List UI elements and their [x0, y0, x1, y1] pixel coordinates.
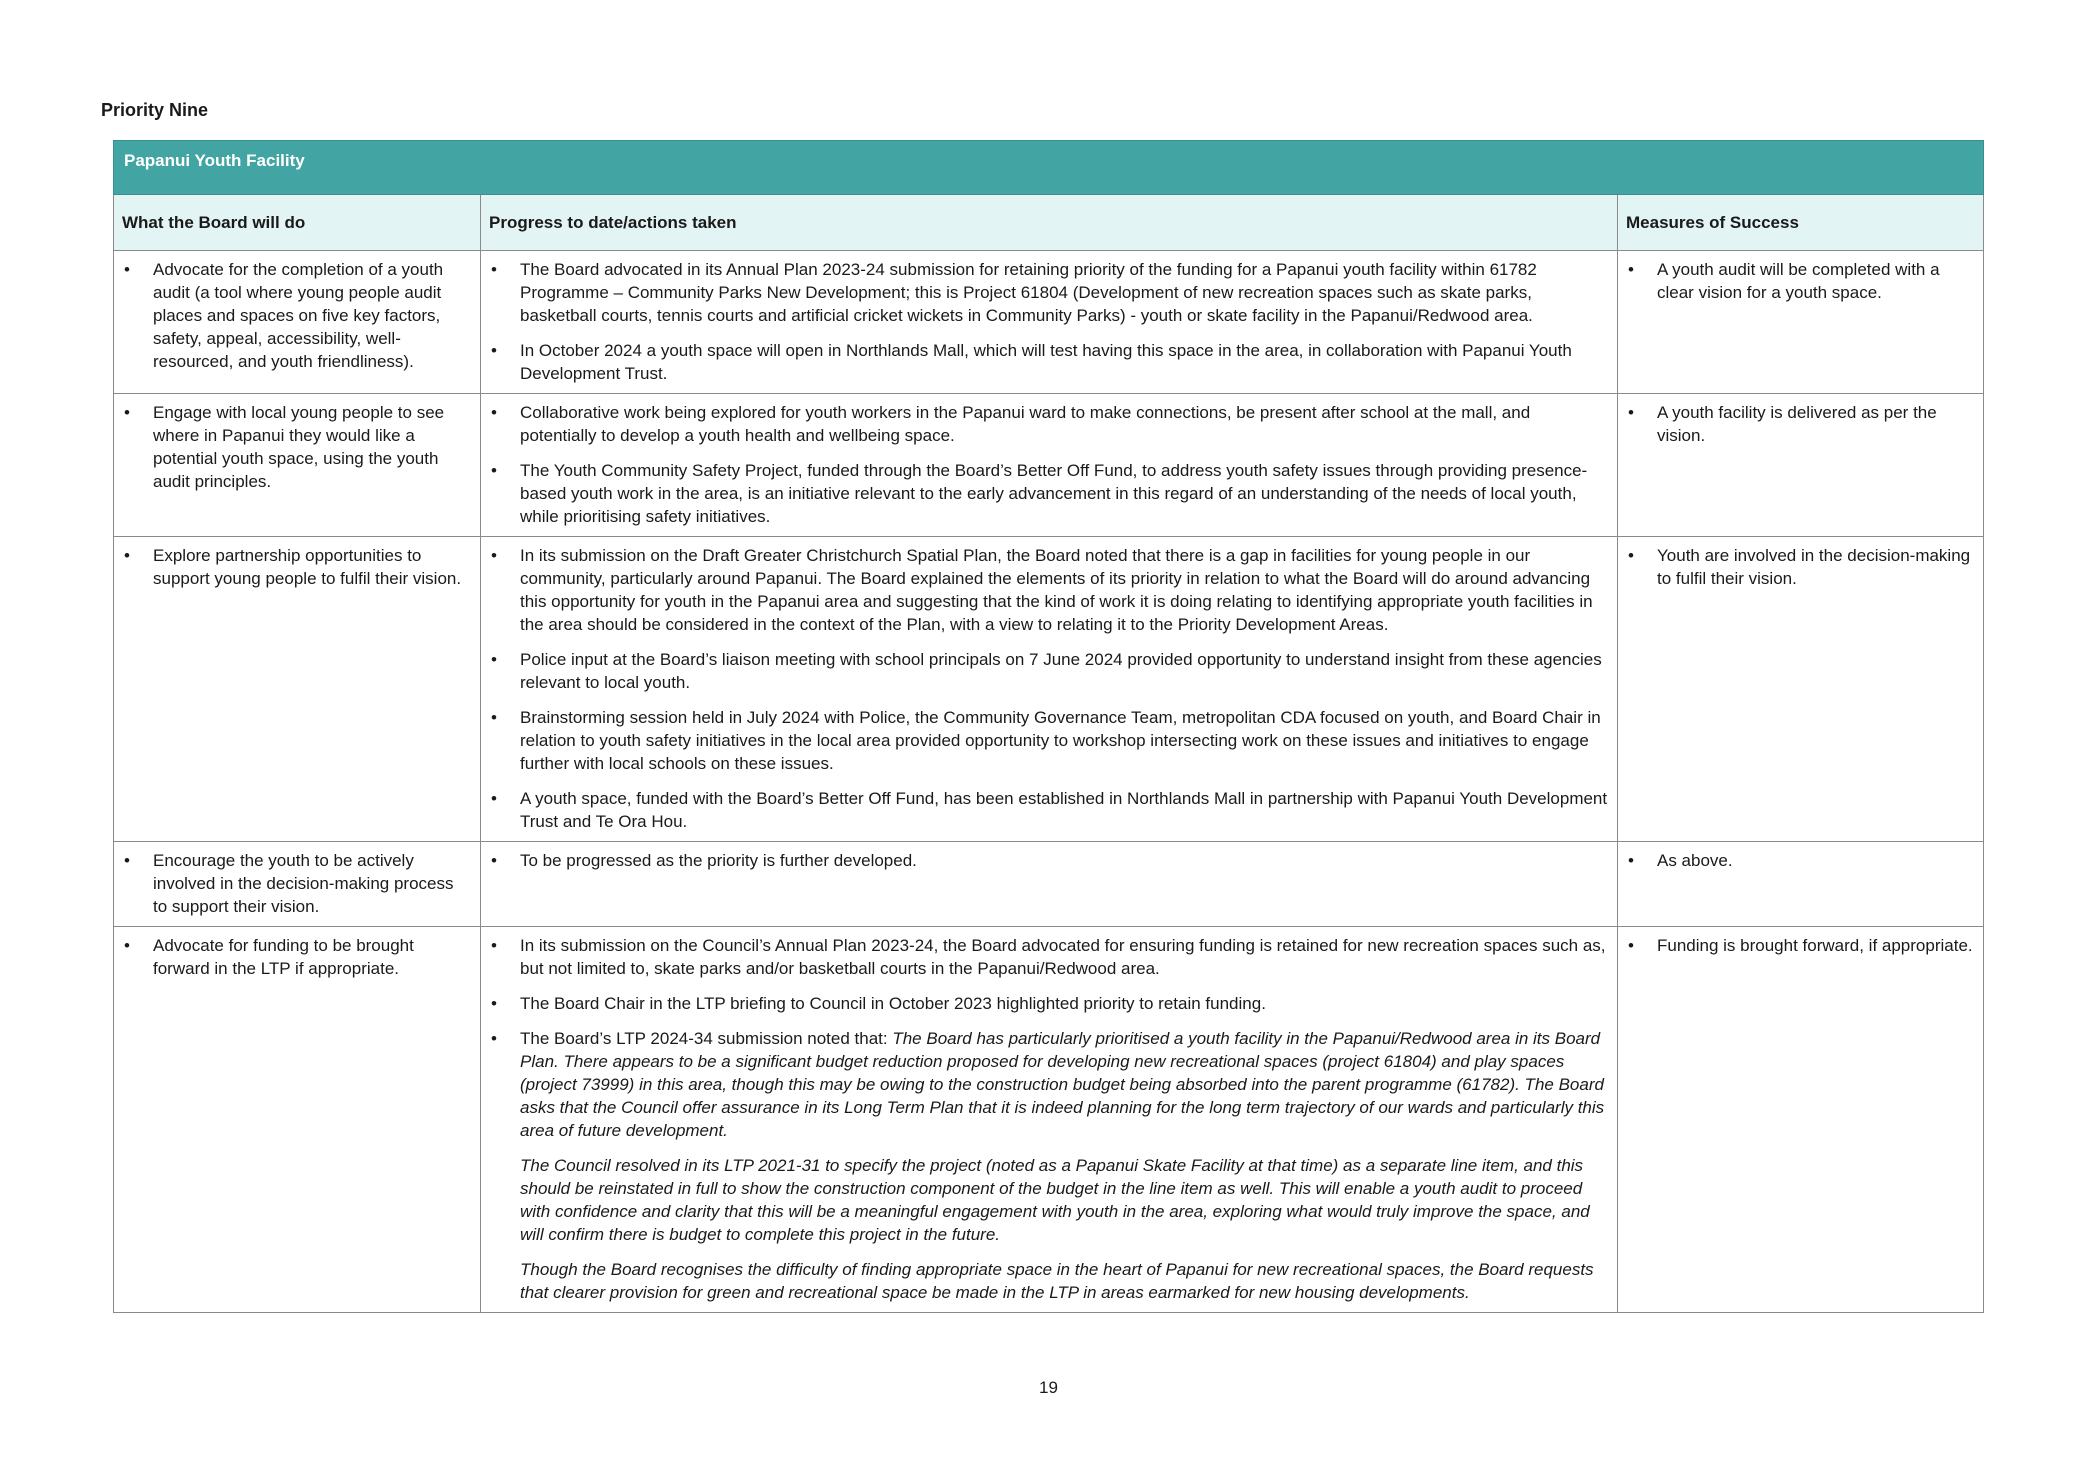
list-item-text: In its submission on the Draft Greater Christchurch Spatial Plan, the Board noted that there is a gap in facilities for young people in our community, particularly around Papanui. The Board explained the elements of its priority in relation to what the Board will do around advancing this opportunity for youth in the Papanui area and suggesting that the kind of work it is doing relating to identifying appropriate youth facilities in the area should be considered in the context of the Plan, with a view to relating it to the Priority Development Areas.	[520, 546, 1593, 634]
list-item	[489, 706, 1609, 775]
bullet-list	[1626, 401, 1975, 447]
list-item	[489, 1027, 1609, 1142]
progress-cell	[481, 251, 1618, 394]
bullet-list	[122, 401, 472, 493]
table-row	[114, 842, 1984, 927]
list-item-text: Brainstorming session held in July 2024 with Police, the Community Governance Team, metropolitan CDA focused on youth, and Board Chair in relation to youth safety initiatives in the local area provided opportunity to workshop intersecting work on these issues and initiatives to engage further with local schools on these issues.	[520, 708, 1601, 773]
list-item	[489, 544, 1609, 636]
bullet-icon: •	[124, 403, 130, 422]
bullet-list	[1626, 849, 1975, 872]
list-item-text: The Board advocated in its Annual Plan 2023-24 submission for retaining priority of the funding for a Papanui youth facility within 61782 Programme – Community Parks New Development; this is Project 61804 (Development of new recreation spaces such as skate parks, basketball courts, tennis courts and artificial cricket wickets in Community Parks) - youth or skate facility in the Papanui/Redwood area.	[520, 260, 1537, 325]
list-item	[489, 258, 1609, 327]
ltp-lead-text: The Board’s LTP 2024-34 submission noted that:	[520, 1029, 893, 1048]
list-item	[122, 544, 472, 590]
bullet-icon: •	[491, 546, 497, 565]
what-cell	[114, 842, 481, 927]
list-item	[489, 849, 1609, 872]
list-item-text: To be progressed as the priority is further developed.	[520, 851, 917, 870]
bullet-icon: •	[124, 546, 130, 565]
bullet-icon: •	[1628, 403, 1634, 422]
list-item-text: Youth are involved in the decision-making to fulfil their vision.	[1657, 546, 1971, 588]
table-row	[114, 394, 1984, 537]
list-item-text: Advocate for funding to be brought forward in the LTP if appropriate.	[153, 936, 414, 978]
list-item	[122, 934, 472, 980]
list-item-text: In its submission on the Council’s Annual Plan 2023-24, the Board advocated for ensuring funding is retained for new recreation spaces such as, but not limited to, skate parks and/or basketball courts in the Papanui/Redwood area.	[520, 936, 1606, 978]
ltp-quote-paragraph: Though the Board recognises the difficulty of finding appropriate space in the heart of Papanui for new recreational spaces, the Board requests that clearer provision for green and recreational space be made in the LTP in areas earmarked for new housing developments.	[520, 1260, 1594, 1302]
column-header-progress: Progress to date/actions taken	[481, 195, 1618, 251]
list-item-text: Collaborative work being explored for youth workers in the Papanui ward to make connections, be present after school at the mall, and potentially to develop a youth health and wellbeing space.	[520, 403, 1531, 445]
bullet-list	[489, 544, 1609, 833]
progress-cell	[481, 394, 1618, 537]
bullet-icon: •	[491, 650, 497, 669]
bullet-list	[122, 934, 472, 980]
header-row	[114, 195, 1984, 251]
progress-cell	[481, 537, 1618, 842]
list-item-text: Engage with local young people to see where in Papanui they would like a potential youth space, using the youth audit principles.	[153, 403, 445, 491]
list-item	[1626, 258, 1975, 304]
bullet-icon: •	[1628, 260, 1634, 279]
progress-cell	[481, 927, 1618, 1313]
bullet-icon: •	[1628, 851, 1634, 870]
table-row	[114, 537, 1984, 842]
bullet-list	[1626, 544, 1975, 590]
what-cell	[114, 251, 481, 394]
bullet-icon: •	[124, 260, 130, 279]
bullet-list	[122, 258, 472, 373]
list-item	[1626, 934, 1975, 957]
bullet-icon: •	[491, 461, 497, 480]
bullet-icon: •	[491, 936, 497, 955]
measure-cell	[1618, 251, 1984, 394]
table-row	[114, 251, 1984, 394]
list-item-text: A youth space, funded with the Board’s Better Off Fund, has been established in Northlands Mall in partnership with Papanui Youth Development Trust and Te Ora Hou.	[520, 789, 1608, 831]
bullet-list	[489, 849, 1609, 872]
list-item-text: A youth audit will be completed with a clear vision for a youth space.	[1657, 260, 1940, 302]
list-item	[489, 401, 1609, 447]
list-item-text: Encourage the youth to be actively involved in the decision-making process to support their vision.	[153, 851, 454, 916]
bullet-icon: •	[491, 994, 497, 1013]
measure-cell	[1618, 537, 1984, 842]
table-banner: Papanui Youth Facility	[114, 141, 1984, 195]
bullet-list	[489, 401, 1609, 528]
list-item	[489, 934, 1609, 980]
bullet-list	[122, 544, 472, 590]
list-item	[489, 992, 1609, 1015]
list-item	[122, 258, 472, 373]
bullet-icon: •	[491, 851, 497, 870]
list-item-text: In October 2024 a youth space will open in Northlands Mall, which will test having this space in the area, in collaboration with Papanui Youth Development Trust.	[520, 341, 1572, 383]
priority-table	[113, 140, 1984, 1313]
what-cell	[114, 394, 481, 537]
list-item	[1626, 544, 1975, 590]
list-item-text: Advocate for the completion of a youth audit (a tool where young people audit places and spaces on five key factors, safety, appeal, accessibility, well-resourced, and youth friendliness).	[153, 260, 444, 371]
bullet-list	[1626, 934, 1975, 957]
what-cell	[114, 927, 481, 1313]
list-item-text: The Board Chair in the LTP briefing to Council in October 2023 highlighted priority to retain funding.	[520, 994, 1266, 1013]
bullet-icon: •	[491, 403, 497, 422]
section-title: Priority Nine	[101, 100, 209, 120]
what-cell	[114, 537, 481, 842]
banner-row	[114, 141, 1984, 195]
list-item-text: Funding is brought forward, if appropriate.	[1657, 936, 1973, 955]
bullet-list	[489, 258, 1609, 385]
bullet-list	[122, 849, 472, 918]
list-item	[122, 401, 472, 493]
ltp-quote-paragraph: The Council resolved in its LTP 2021-31 to specify the project (noted as a Papanui Skate Facility at that time) as a separate line item, and this should be reinstated in full to show the construction component of the budget in the line item as well. This will enable a youth audit to proceed with confidence and clarity that this will be a meaningful engagement with youth in the area, exploring what would truly improve the space, and will confirm there is budget to complete this project in the future.	[520, 1156, 1590, 1244]
column-header-what: What the Board will do	[114, 195, 481, 251]
bullet-icon: •	[491, 708, 497, 727]
list-item	[1626, 849, 1975, 872]
column-header-measures: Measures of Success	[1618, 195, 1984, 251]
bullet-list	[489, 934, 1609, 1142]
list-item	[489, 459, 1609, 528]
list-item-text: Police input at the Board’s liaison meeting with school principals on 7 June 2024 provided opportunity to understand insight from these agencies relevant to local youth.	[520, 650, 1602, 692]
measure-cell	[1618, 927, 1984, 1313]
list-item-text: As above.	[1657, 851, 1733, 870]
bullet-list	[1626, 258, 1975, 304]
list-item	[1626, 401, 1975, 447]
bullet-icon: •	[491, 789, 497, 808]
bullet-icon: •	[491, 260, 497, 279]
bullet-icon: •	[491, 1029, 497, 1048]
list-item	[489, 339, 1609, 385]
bullet-icon: •	[124, 936, 130, 955]
list-item	[489, 787, 1609, 833]
list-item-text: Explore partnership opportunities to support young people to fulfil their vision.	[153, 546, 462, 588]
measure-cell	[1618, 842, 1984, 927]
bullet-icon: •	[1628, 936, 1634, 955]
list-item	[489, 648, 1609, 694]
ltp-quote-text: The Board has particularly prioritised a youth facility in the Papanui/Redwood area in its Board Plan. There appears to be a significant budget reduction proposed for developing new recreational spaces (project 61804) and play spaces (project 73999) in this area, though this may be owing to the construction budget being absorbed into the parent programme (61782). The Board asks that the Council offer assurance in its Long Term Plan that it is indeed planning for the long term trajectory of our wards and particularly this area of future development.	[520, 1029, 1605, 1140]
bullet-icon: •	[491, 341, 497, 360]
list-item-text: A youth facility is delivered as per the vision.	[1657, 403, 1937, 445]
bullet-icon: •	[124, 851, 130, 870]
page-number: 19	[1039, 1378, 1058, 1397]
list-item	[122, 849, 472, 918]
list-item-text: The Youth Community Safety Project, funded through the Board’s Better Off Fund, to address youth safety issues through providing presence-based youth work in the area, is an initiative relevant to the early advancement in this regard of an understanding of the needs of local youth, while prioritising safety initiatives.	[520, 461, 1588, 526]
progress-cell	[481, 842, 1618, 927]
table-row	[114, 927, 1984, 1313]
bullet-icon: •	[1628, 546, 1634, 565]
measure-cell	[1618, 394, 1984, 537]
